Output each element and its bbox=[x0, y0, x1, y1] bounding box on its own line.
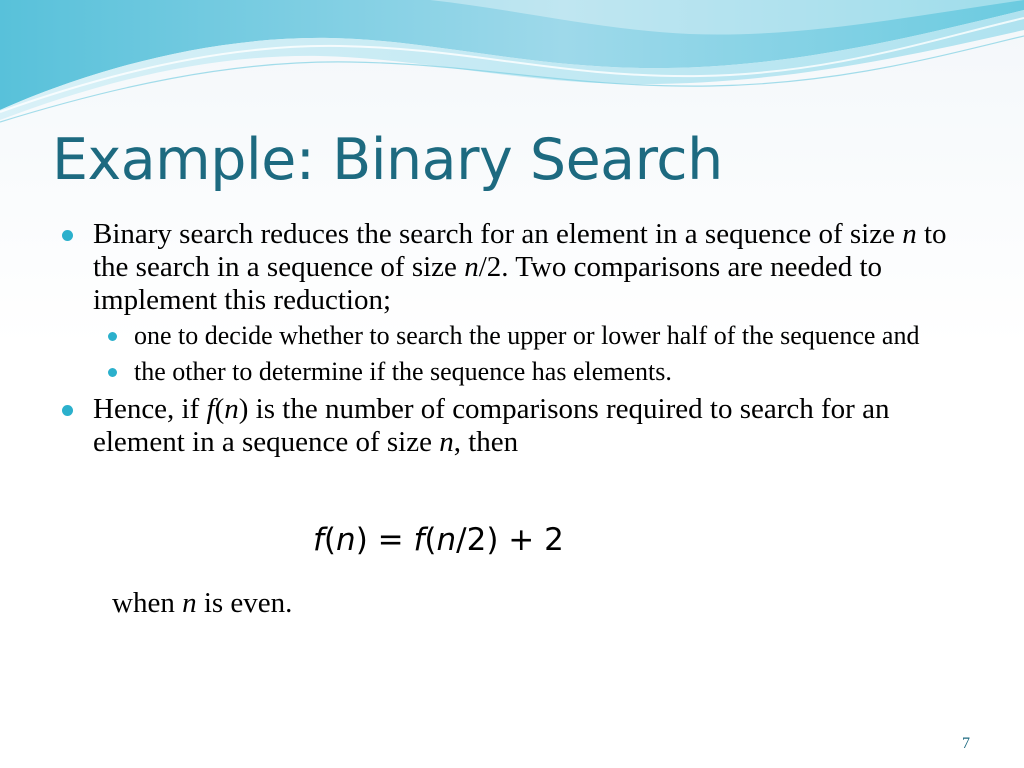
slide-content bbox=[58, 218, 978, 463]
header-wave-decoration bbox=[0, 0, 1024, 130]
bullet-text: , then bbox=[453, 426, 519, 458]
eq-equals: = bbox=[367, 522, 414, 558]
subbullet-text: the other to determine if the sequence has elements. bbox=[134, 357, 672, 386]
subbullet-upper-lower-half bbox=[58, 321, 978, 351]
var-n: n bbox=[224, 393, 239, 425]
bullet-text: ) is the number of comparisons required to search for an element in a sequence of size bbox=[93, 393, 890, 458]
bullet-text: ( bbox=[214, 393, 225, 425]
bullet-text: Hence, if bbox=[93, 393, 207, 425]
bullet-binary-search-reduction bbox=[58, 218, 978, 317]
bullet-text: to the search in a sequence of size bbox=[93, 218, 947, 283]
eq-n: n bbox=[436, 522, 457, 558]
eq-paren: ( bbox=[424, 522, 437, 558]
condition-pre: when bbox=[112, 587, 183, 619]
bullet-text: Binary search reduces the search for an element in a sequence of size bbox=[93, 218, 903, 250]
var-n: n bbox=[464, 251, 479, 283]
eq-paren: ( bbox=[323, 522, 337, 558]
var-f: f bbox=[206, 393, 215, 425]
recurrence-equation bbox=[313, 522, 564, 558]
condition-text bbox=[112, 587, 292, 620]
condition-post: is even. bbox=[196, 587, 293, 619]
eq-rest: /2) + 2 bbox=[456, 522, 564, 558]
subbullet-has-elements bbox=[58, 357, 978, 387]
eq-f: f bbox=[413, 522, 425, 558]
var-n: n bbox=[182, 587, 197, 619]
subbullet-marker bbox=[108, 368, 117, 377]
subbullet-text: one to decide whether to search the upper or lower half of the sequence and bbox=[134, 321, 920, 350]
slide-title: Example: Binary Search bbox=[52, 127, 723, 193]
bullet-text: /2. Two comparisons are needed to implement this reduction; bbox=[93, 251, 883, 316]
bullet-marker bbox=[62, 230, 73, 241]
eq-paren: ) bbox=[355, 522, 368, 558]
eq-n: n bbox=[336, 522, 356, 558]
var-n: n bbox=[902, 218, 917, 250]
var-n: n bbox=[439, 426, 454, 458]
bullet-marker bbox=[62, 405, 73, 416]
subbullet-marker bbox=[108, 332, 117, 341]
page-number: 7 bbox=[962, 735, 970, 752]
bullet-hence-fn bbox=[58, 393, 978, 459]
eq-f: f bbox=[313, 522, 324, 558]
